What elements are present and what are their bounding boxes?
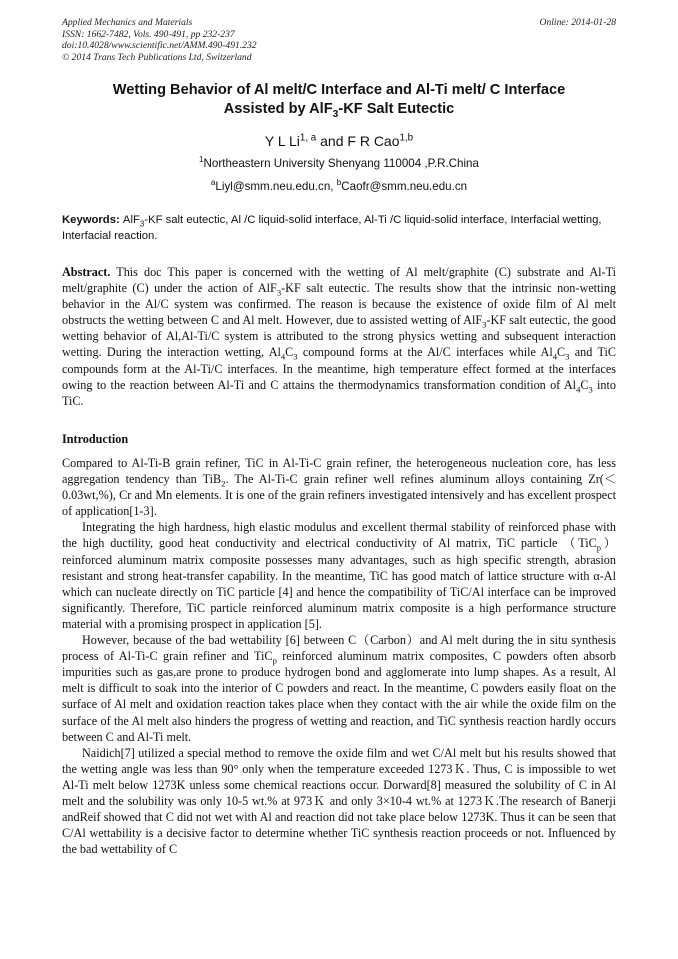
affiliation	[62, 157, 616, 171]
paragraph-text: . The Al-Ti-C grain refiner well refines aluminum alloys containing Zr(＜0.03wt,%), Cr and Mn elements. It is one of the grain refiners investigated intensively and has excellent prospect of application[1-3].	[62, 472, 617, 519]
abstract-subscript: 3	[482, 319, 487, 330]
keywords-block	[62, 213, 616, 244]
email-line	[62, 180, 616, 194]
paragraph-subscript: p	[596, 542, 602, 553]
paragraph	[62, 455, 616, 519]
affiliation-mark: 1	[199, 155, 204, 165]
affiliation-text: Northeastern University Shenyang 110004 ,P.R.China	[203, 157, 479, 170]
abstract-subscript: 4	[576, 384, 581, 395]
copyright-line: © 2014 Trans Tech Publications Ltd, Switzerland	[62, 51, 252, 63]
abstract-text: -KF salt eutectic, the good wetting behavior of Al,Al-Ti/C system is attributed to the strong physics wetting and subsequent interaction wetting. During the interaction wetting, Al	[62, 313, 616, 360]
abstract-subscript: 4	[552, 351, 558, 362]
abstract-subscript: 4	[280, 351, 286, 362]
email-a-link[interactable]: Liyl@smm.neu.edu.cn,	[215, 180, 337, 193]
abstract-text: C	[557, 345, 566, 360]
paragraph-text: ） reinforced aluminum matrix composite possesses many advantages, such as high specific strength, abrasion resistant and strong heat-transfer capability. In the meantime, TiC has good match of lattice structure with α-Al which can nucleate directly on TiC particle [4] and hence the compatibility of TiC/Al interface can be improved significantly. Therefore, TiC particle reinforced aluminum matrix composite is a high performance structure material with a promising prospect in application [5].	[62, 536, 616, 631]
author-line	[62, 132, 616, 150]
paragraph-text: However, because of the bad wettability [6] between C（Carbon）and Al melt during the in situ synthesis process of Al-Ti-C grain refiner and TiC	[62, 633, 616, 664]
abstract-text: This doc This paper is concerned with the wetting of Al melt/graphite (C) substrate and Al-Ti melt/graphite (C) under the action of AlF	[62, 265, 616, 296]
paragraph-text: Integrating the high hardness, high elastic modulus and excellent thermal stability of reinforced phase with the high ductility, good heat conductivity and electrical conductivity of Al matrix, TiC particle （TiC	[62, 520, 616, 551]
abstract-subscript: 3	[565, 351, 570, 362]
email-mark-b: b	[336, 178, 342, 188]
title-line-1: Wetting Behavior of Al melt/C Interface and Al-Ti melt/ C Interface	[112, 82, 566, 98]
keywords-text: AlF	[122, 214, 140, 226]
abstract-block	[62, 264, 616, 409]
abstract-subscript: 3	[588, 384, 593, 395]
author-conjunction: and	[316, 133, 348, 149]
keywords-text: -KF salt eutectic, Al /C liquid-solid interface, Al-Ti /C liquid-solid interface, Interfacial wetting, Interfacial reaction.	[62, 214, 602, 242]
abstract-subscript: 3	[293, 351, 298, 362]
section-heading-introduction: Introduction	[62, 432, 129, 446]
paragraph-text: Compared to Al-Ti-B grain refiner, TiC in Al-Ti-C grain refiner, the heterogeneous nucleation core, has less aggregation tendency than TiB	[62, 456, 616, 487]
title-line-2	[62, 100, 616, 119]
abstract-subscript: 3	[276, 287, 282, 298]
paragraph	[62, 632, 616, 745]
abstract-text: and TiC compounds form at the Al-Ti/C interfaces. In the meantime, high temperature effect formed at the interfaces owing to the reaction between Al-Ti and C attains the thermodynamics transformation condition of Al	[62, 345, 616, 392]
title-subscript: 3	[332, 108, 339, 120]
paper-title	[62, 81, 616, 119]
online-date: Online: 2014-01-28	[539, 17, 616, 28]
abstract-label: Abstract.	[62, 265, 111, 279]
paragraph: Naidich[7] utilized a special method to remove the oxide film and wet C/Al melt but his results showed that the wetting angle was less than 90° only when the temperature exceeded 1273Ｋ. Thus, C is impossible to wet Al-Ti melt below 1273K unless some chemical reactions occur. Dorward[8] measured the solubility of C in Al melt and the solubility was only 10-5 wt.% at 973Ｋ and only 3×10-4 wt.% at 1273Ｋ.The research of Banerji andReif showed that C did not wet with Al and reaction did not take place below 1273K. Thus it can be seen that C/Al wettability is a decisive factor to determine whether TiC synthesis reaction proceeds or not. Influenced by the bad wettability of C	[62, 745, 616, 857]
keywords-subscript: 3	[139, 219, 145, 229]
author-2-mark: 1,b	[399, 132, 414, 144]
paragraph-subscript: p	[272, 655, 277, 666]
author-1-mark: 1, a	[299, 132, 317, 144]
issn-line: ISSN: 1662-7482, Vols. 490-491, pp 232-237	[62, 28, 235, 40]
journal-header	[62, 17, 616, 63]
title-text: Assisted by AlF	[223, 101, 333, 117]
title-text: -KF Salt Eutectic	[338, 101, 455, 117]
author-1: Y L Li	[264, 133, 300, 149]
abstract-text: -KF salt eutectic. The results show that the intrinsic non-wetting behavior in the Al/C system was confirmed. The reason is because the existence of oxide film of Al melt obstructs the wetting between C and Al melt. However, due to assisted wetting of AlF	[62, 281, 617, 328]
author-2: F R Cao	[347, 133, 400, 149]
doi-line[interactable]: doi:10.4028/www.scientific.net/AMM.490-491.232	[62, 40, 257, 51]
introduction-body	[62, 455, 616, 857]
paragraph-text: reinforced aluminum matrix composites, C powders often absorb impurities such as gas,are prone to produce hydrogen bond and agglomerate into lump shapes. As a result, Al melt is difficult to soak into the interior of C powders and react. In the meantime, C powders easily float on the surface of Al melt and oxidation reaction takes place when they contact with the air while the oxide film on the surface of the Al melt also hinders the progress of wetting and reaction, and TiC synthesis reaction hardly occurs between C and Al-Ti melt.	[62, 649, 616, 744]
journal-name: Applied Mechanics and Materials	[62, 17, 193, 28]
paragraph	[62, 519, 616, 632]
abstract-text: compound forms at the Al/C interfaces while Al	[297, 345, 553, 360]
paragraph-subscript: 2	[221, 478, 226, 489]
abstract-text: C	[580, 377, 589, 392]
abstract-text: into TiC.	[62, 377, 616, 408]
abstract-text: C	[285, 345, 294, 360]
email-mark-a: a	[210, 178, 216, 188]
email-b-link[interactable]: Caofr@smm.neu.edu.cn	[341, 180, 468, 193]
keywords-label: Keywords:	[62, 214, 123, 226]
